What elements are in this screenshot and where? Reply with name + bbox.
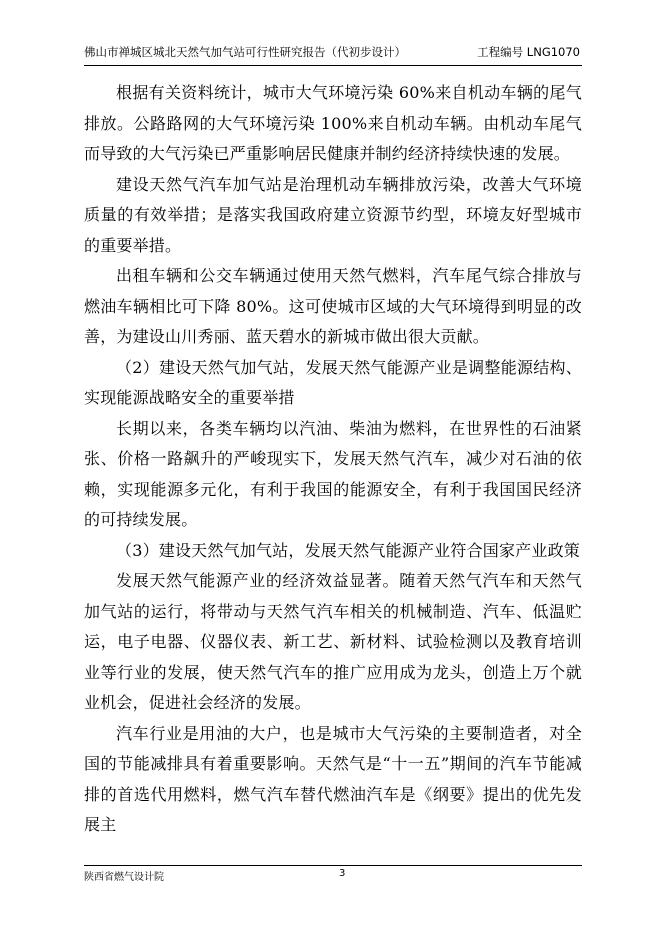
footer-divider [84,865,582,866]
section-heading: （2）建设天然气加气站，发展天然气能源产业是调整能源结构、实现能源战略安全的重要举措 [84,357,582,407]
paragraph: 发展天然气能源产业的经济效益显著。随着天然气汽车和天然气加气站的运行，将带动与天然气汽车相关的机械制造、汽车、低温贮运，电子电器、仪器仪表、新工艺、新材料、试验检测以及教育培训业等行业的发展，使天然气汽车的推广应用成为龙头，创造上万个就业机会，促进社会经济的发展。 [84,571,582,712]
page-number: 3 [339,868,346,879]
paragraph: 出租车辆和公交车辆通过使用天然气燃料，汽车尾气综合排放与燃油车辆相比可下降 80%。这可使城市区域的大气环境得到明显的改善，为建设山川秀丽、蓝天碧水的新城市做出很大贡献。 [84,266,582,346]
project-code: 工程编号 LNG1070 [477,45,580,59]
paragraph: 根据有关资料统计，城市大气环境污染 60%来自机动车辆的尾气排放。公路路网的大气环境污染 100%来自机动车辆。由机动车尾气而导致的大气污染已严重影响居民健康并制约经济持续快速的发展。 [84,83,582,163]
body-text [84,78,582,841]
header-divider [84,65,582,66]
paragraph: 长期以来，各类车辆均以汽油、柴油为燃料，在世界性的石油紧张、价格一路飙升的严峻现实下，发展天然气汽车，减少对石油的依赖，实现能源多元化，有利于我国的能源安全，有利于我国国民经济的可持续发展。 [84,418,582,529]
section-heading: （3）建设天然气加气站，发展天然气能源产业符合国家产业政策 [116,540,580,560]
report-title: 佛山市禅城区城北天然气加气站可行性研究报告（代初步设计） [84,45,406,59]
paragraph: 汽车行业是用油的大户，也是城市大气污染的主要制造者，对全国的节能减排具有着重要影响。天然气是“十一五”期间的汽车节能减排的首选代用燃料，燃气汽车替代燃油汽车是《纲要》提出的优先发展主 [84,723,582,834]
page-header [84,44,580,62]
paragraph: 建设天然气汽车加气站是治理机动车辆排放污染，改善大气环境质量的有效举措；是落实我国政府建立资源节约型，环境友好型城市的重要举措。 [84,174,582,255]
page-footer [84,868,582,884]
footer-organization: 陕西省燃气设计院 [84,872,164,883]
